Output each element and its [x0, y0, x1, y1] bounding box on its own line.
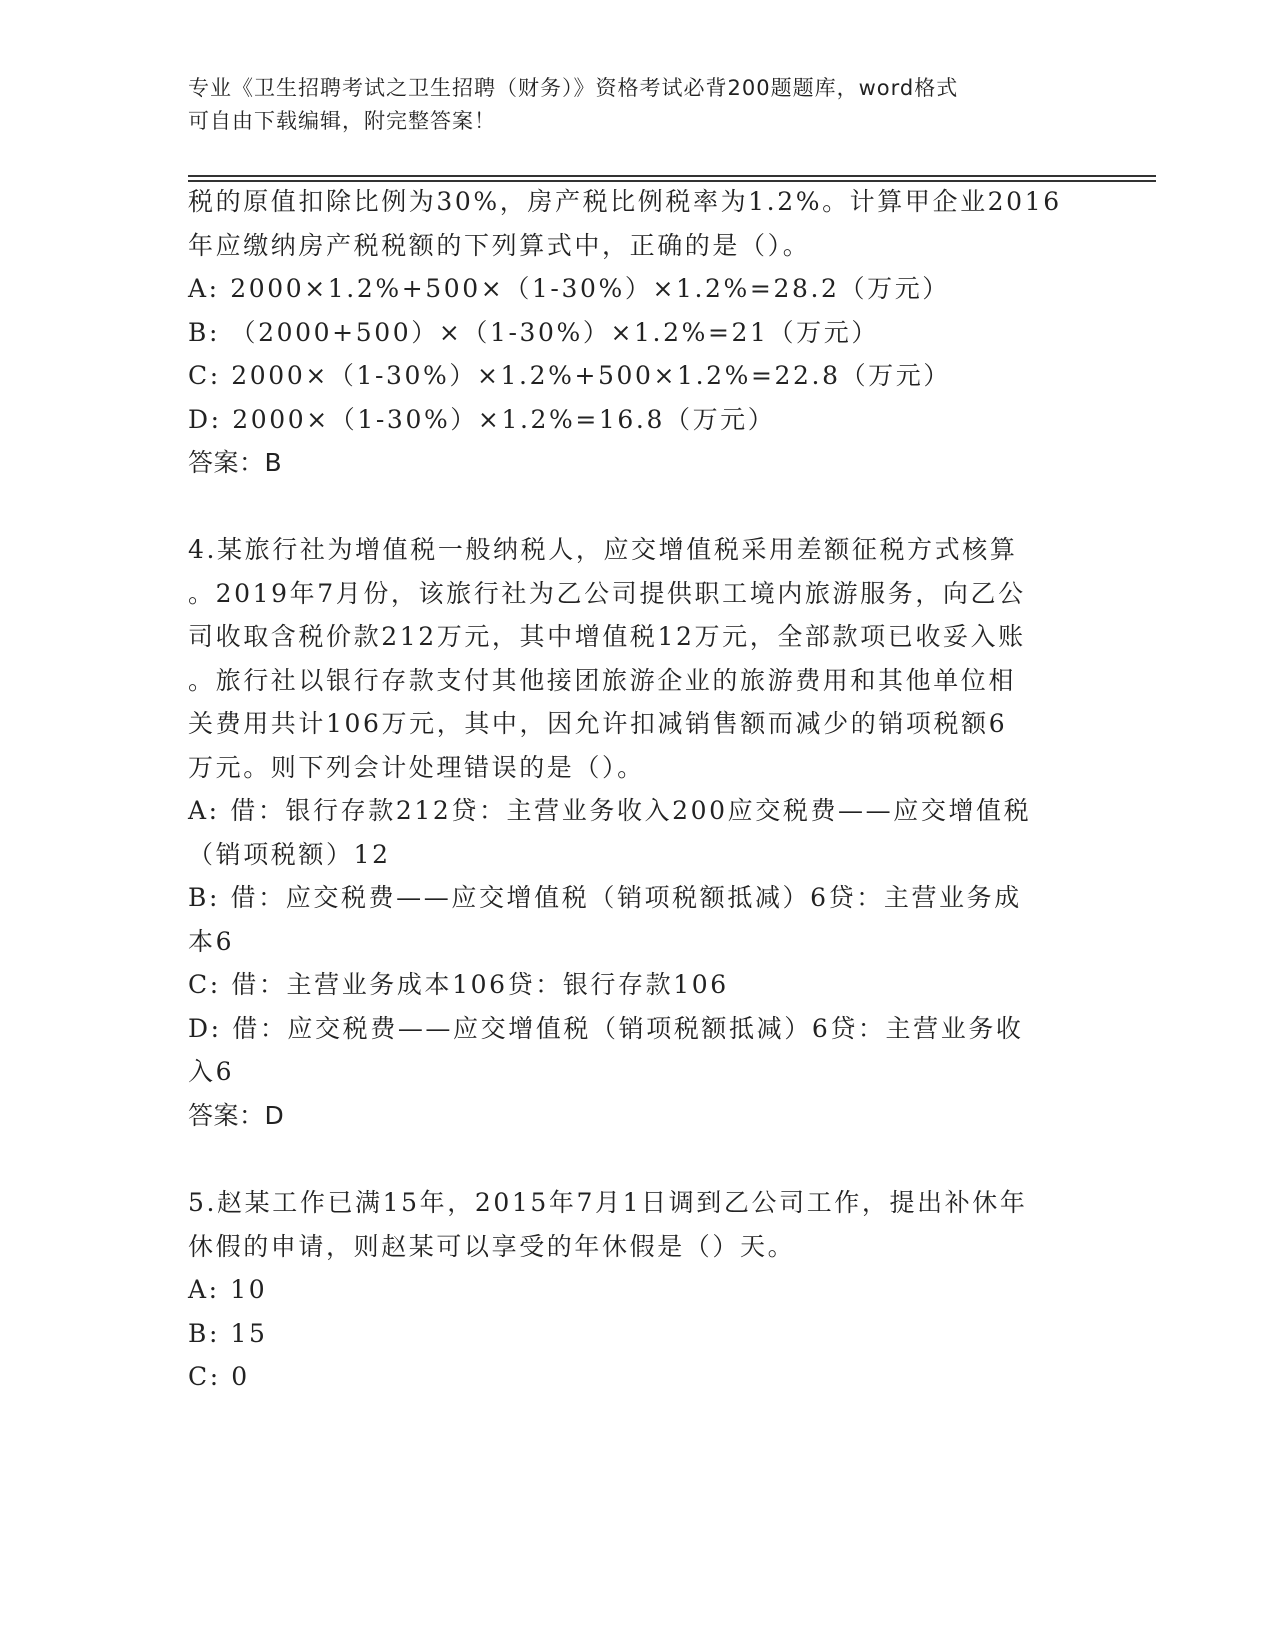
- q4-stem-line-6: 万元。则下列会计处理错误的是（）。: [188, 753, 645, 782]
- q4-answer: 答案：D: [188, 1101, 285, 1130]
- q5-stem-line-1: 5.赵某工作已满15年，2015年7月1日调到乙公司工作，提出补休年: [188, 1188, 1028, 1217]
- q4-option-b-line-1: B: 借：应交税费——应交增值税（销项税额抵减）6贷：主营业务成: [188, 883, 1022, 912]
- q5-option-b: B: 15: [188, 1319, 268, 1348]
- q4-option-b-line-2: 本6: [188, 927, 235, 956]
- document-header: [188, 72, 1068, 138]
- q5-option-c: C: 0: [188, 1362, 250, 1391]
- q4-stem-line-3: 司收取含税价款212万元，其中增值税12万元，全部款项已收妥入账: [188, 622, 1026, 651]
- q5-stem-line-2: 休假的申请，则赵某可以享受的年休假是（）天。: [188, 1232, 796, 1261]
- header-divider-bottom: [188, 180, 1156, 182]
- q4-stem-line-4: 。旅行社以银行存款支付其他接团旅游企业的旅游费用和其他单位相: [188, 666, 1017, 695]
- q4-stem-line-5: 关费用共计106万元，其中，因允许扣减销售额而减少的销项税额6: [188, 709, 1008, 738]
- q4-option-c: C: 借：主营业务成本106贷：银行存款106: [188, 970, 729, 999]
- header-line-2: 可自由下载编辑，附完整答案！: [188, 109, 496, 133]
- header-divider-top: [188, 175, 1156, 177]
- q3-option-a: A: 2000×1.2%+500×（1-30%）×1.2%=28.2（万元）: [188, 274, 950, 303]
- q4-option-d-line-1: D: 借：应交税费——应交增值税（销项税额抵减）6贷：主营业务收: [188, 1014, 1024, 1043]
- q4-option-d-line-2: 入6: [188, 1057, 235, 1086]
- q3-answer: 答案：B: [188, 448, 283, 477]
- q5-option-a: A: 10: [188, 1275, 268, 1304]
- q4-stem-line-1: 4.某旅行社为增值税一般纳税人，应交增值税采用差额征税方式核算: [188, 535, 1018, 564]
- header-line-1: 专业《卫生招聘考试之卫生招聘（财务）》资格考试必背200题题库，word格式: [188, 76, 959, 100]
- q4-option-a-line-1: A: 借：银行存款212贷：主营业务收入200应交税费——应交增值税: [188, 796, 1032, 825]
- q4-stem-line-2: 。2019年7月份，该旅行社为乙公司提供职工境内旅游服务，向乙公: [188, 579, 1026, 608]
- q3-stem-line-1: 税的原值扣除比例为30%，房产税比例税率为1.2%。计算甲企业2016: [188, 187, 1062, 216]
- q3-stem-line-2: 年应缴纳房产税税额的下列算式中，正确的是（）。: [188, 231, 811, 260]
- q3-option-b: B: （2000+500）×（1-30%）×1.2%=21（万元）: [188, 318, 879, 347]
- q4-option-a-line-2: （销项税额）12: [188, 840, 391, 869]
- q3-option-c: C: 2000×（1-30%）×1.2%+500×1.2%=22.8（万元）: [188, 361, 951, 390]
- q3-option-d: D: 2000×（1-30%）×1.2%=16.8（万元）: [188, 405, 776, 434]
